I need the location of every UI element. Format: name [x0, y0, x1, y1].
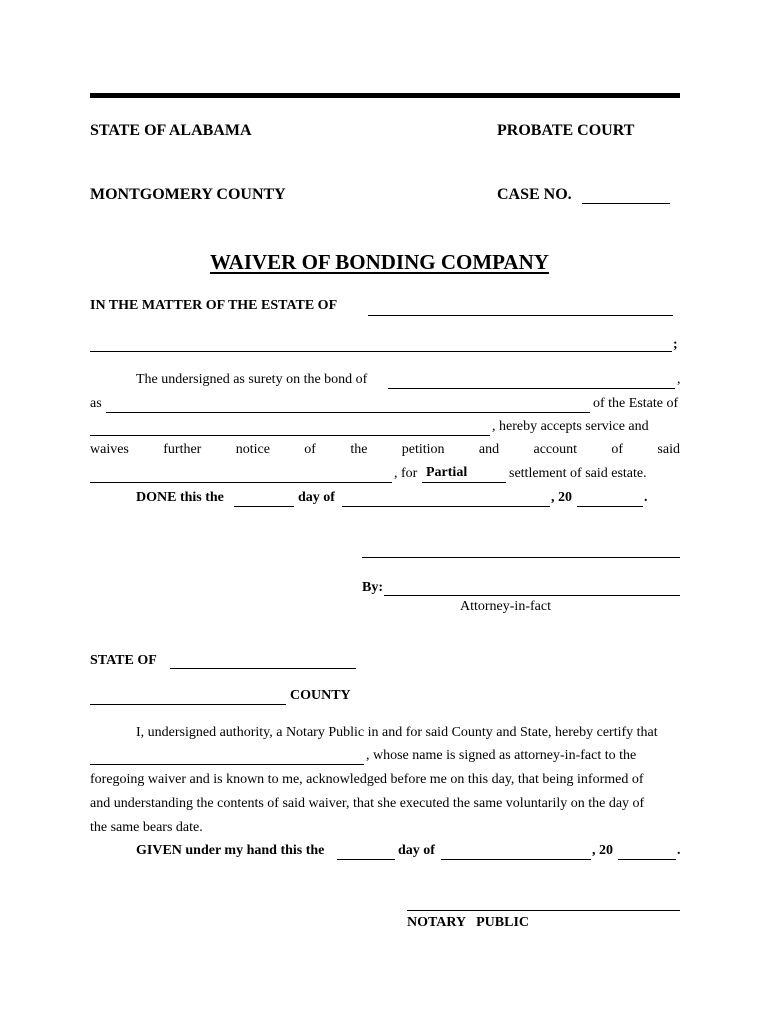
notary-line-2: , whose name is signed as attorney-in-fact to the	[366, 748, 637, 763]
word: waives	[90, 442, 129, 457]
estate-name-field[interactable]	[368, 300, 673, 316]
given-day-of-label: day of	[398, 843, 435, 858]
case-no-label: CASE NO.	[497, 186, 572, 203]
by-label: By:	[362, 580, 383, 595]
settlement-text: settlement of said estate.	[509, 466, 647, 481]
surety-comma: ,	[677, 372, 681, 387]
given-year-field[interactable]	[618, 844, 676, 860]
given-month-field[interactable]	[441, 844, 591, 860]
given-year-prefix: , 20	[592, 843, 613, 858]
surety-label: The undersigned as surety on the bond of	[136, 372, 368, 387]
word: petition	[401, 442, 445, 457]
surety-signature-line[interactable]	[362, 557, 680, 558]
notary-county-field[interactable]	[90, 689, 286, 705]
done-day-of-label: day of	[298, 490, 335, 505]
for-label: , for	[394, 466, 418, 481]
settlement-type-value: Partial	[426, 465, 468, 480]
matter-label: IN THE MATTER OF THE ESTATE OF	[90, 298, 338, 313]
done-this-label: DONE this the	[136, 490, 224, 505]
estate-of-field[interactable]	[90, 420, 490, 436]
as-capacity-field[interactable]	[106, 397, 590, 413]
estate-name-line2-field[interactable]	[90, 336, 672, 352]
given-day-field[interactable]	[337, 844, 395, 860]
done-day-field[interactable]	[234, 491, 294, 507]
word: notice	[235, 442, 270, 457]
done-year-field[interactable]	[577, 491, 643, 507]
word: and	[478, 442, 500, 457]
word: account	[533, 442, 578, 457]
case-no-field[interactable]	[582, 188, 670, 204]
word: further	[163, 442, 202, 457]
notary-line-1: I, undersigned authority, a Notary Public in and for said County and State, hereby certify that	[136, 725, 658, 740]
notary-state-field[interactable]	[170, 653, 356, 669]
bond-of-field[interactable]	[388, 373, 675, 389]
settlement-type-field[interactable]	[422, 466, 506, 483]
word: of	[611, 442, 624, 457]
attorney-caption: Attorney-in-fact	[460, 599, 551, 614]
of-estate-label: of the Estate of	[593, 396, 679, 411]
word: of	[304, 442, 316, 457]
notary-county-label: COUNTY	[290, 688, 351, 703]
done-month-field[interactable]	[342, 491, 550, 507]
document-title: WAIVER OF BONDING COMPANY	[210, 250, 549, 274]
done-year-prefix: , 20	[551, 490, 572, 505]
waives-line	[90, 442, 680, 458]
notary-public-label: NOTARY PUBLIC	[407, 915, 530, 930]
notary-line-4: and understanding the contents of said waiver, that she executed the same voluntarily on the day of	[90, 796, 645, 811]
state-heading: STATE OF ALABAMA	[90, 122, 252, 139]
given-label: GIVEN under my hand this the	[136, 843, 325, 858]
word: said	[657, 442, 680, 457]
notary-line-5: the same bears date.	[90, 820, 203, 835]
county-heading: MONTGOMERY COUNTY	[90, 186, 286, 203]
notary-state-label: STATE OF	[90, 653, 157, 668]
petition-field[interactable]	[90, 467, 392, 483]
top-rule	[90, 93, 680, 98]
court-heading: PROBATE COURT	[497, 122, 635, 139]
attorney-name-field[interactable]	[90, 749, 364, 765]
attorney-signature-line[interactable]	[384, 595, 680, 596]
matter-end-punct: ;	[673, 337, 678, 352]
hereby-accepts-text: , hereby accepts service and	[492, 419, 649, 434]
notary-signature-line[interactable]	[407, 910, 680, 911]
done-period: .	[644, 490, 648, 505]
as-label: as	[90, 396, 102, 411]
word: the	[350, 442, 368, 457]
given-period: .	[677, 843, 681, 858]
notary-line-3: foregoing waiver and is known to me, acknowledged before me on this day, that being informed of	[90, 772, 644, 787]
